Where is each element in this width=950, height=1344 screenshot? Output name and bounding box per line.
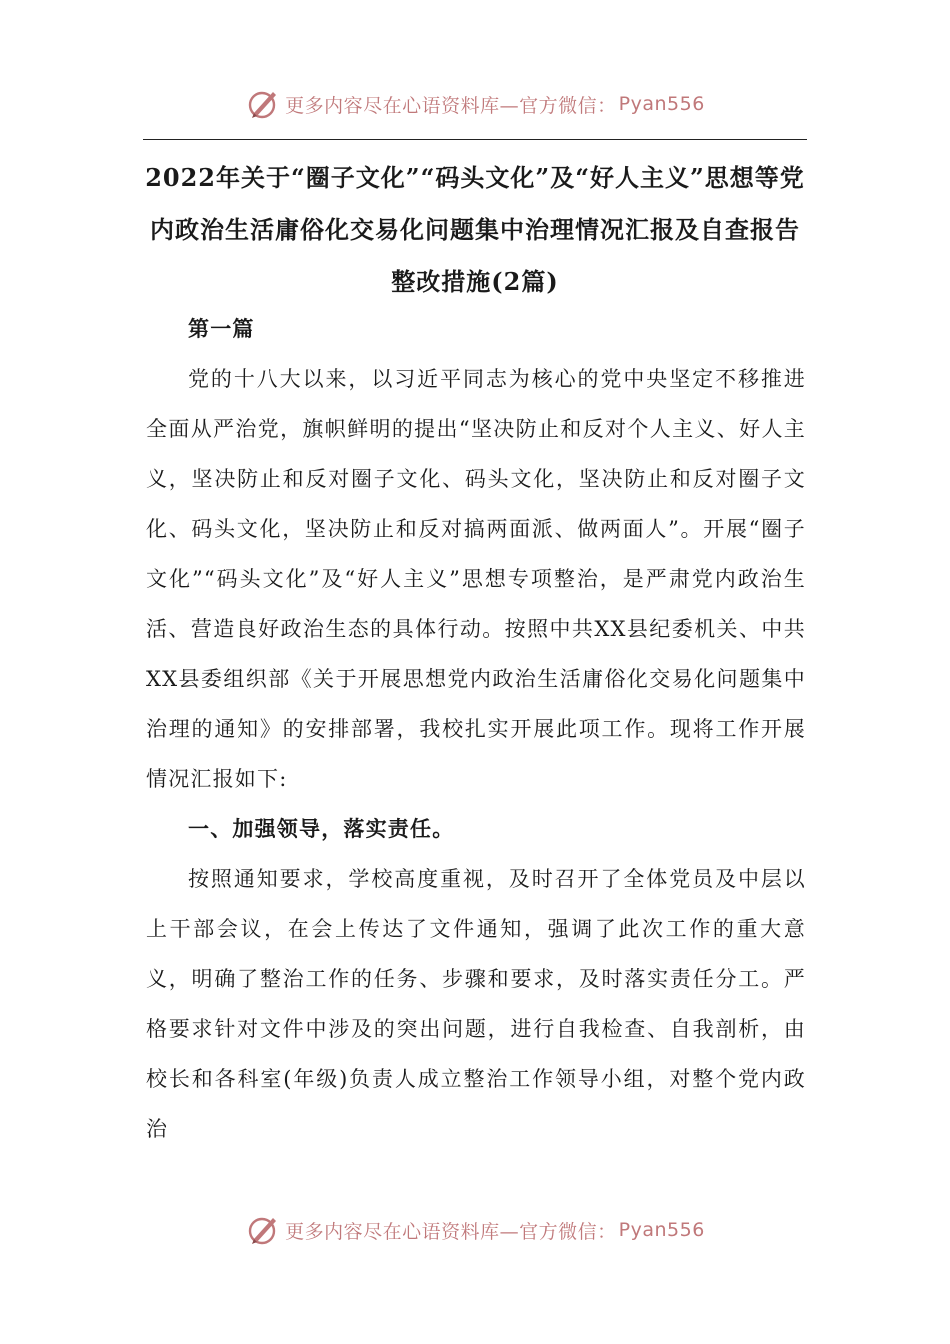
document-body <box>146 304 806 1154</box>
header-divider <box>143 139 807 140</box>
paragraph-leadership: 按照通知要求，学校高度重视，及时召开了全体党员及中层以上干部会议，在会上传达了文件通知，强调了此次工作的重大意义，明确了整治工作的任务、步骤和要求，及时落实责任分工。严格要求针对文件中涉及的突出问题，进行自我检查、自我剖析，由校长和各科室(年级)负责人成立整治工作领导小组，对整个党内政治 <box>146 867 806 1141</box>
section-label: 第一篇 <box>188 316 255 341</box>
header-banner <box>0 84 950 124</box>
document-title: 2022年关于“圈子文化”“码头文化”及“好人主义”思想等党内政治生活庸俗化交易化问题集中治理情况汇报及自查报告整改措施(2篇) <box>145 163 805 296</box>
paragraph-intro: 党的十八大以来，以习近平同志为核心的党中央坚定不移推进全面从严治党，旗帜鲜明的提出“坚决防止和反对个人主义、好人主义，坚决防止和反对圈子文化、码头文化，坚决防止和反对圈子文化、码头文化，坚决防止和反对搞两面派、做两面人”。开展“圈子文化”“码头文化”及“好人主义”思想专项整治，是严肃党内政治生活、营造良好政治生态的具体行动。按照中共XX县纪委机关、中共XX县委组织部《关于开展思想党内政治生活庸俗化交易化问题集中治理的通知》的安排部署，我校扎实开展此项工作。现将工作开展情况汇报如下: <box>146 367 806 791</box>
banner-text: 更多内容尽在心语资料库—官方微信： <box>285 94 617 117</box>
pen-logo-icon <box>245 1212 281 1248</box>
banner-text: 更多内容尽在心语资料库—官方微信： <box>285 1220 617 1243</box>
banner-wechat-id: Pyan556 <box>618 93 705 115</box>
section-heading-1: 一、加强领导，落实责任。 <box>188 816 455 841</box>
pen-logo-icon <box>245 86 281 122</box>
banner-wechat-id: Pyan556 <box>618 1219 705 1241</box>
footer-banner <box>0 1210 950 1250</box>
